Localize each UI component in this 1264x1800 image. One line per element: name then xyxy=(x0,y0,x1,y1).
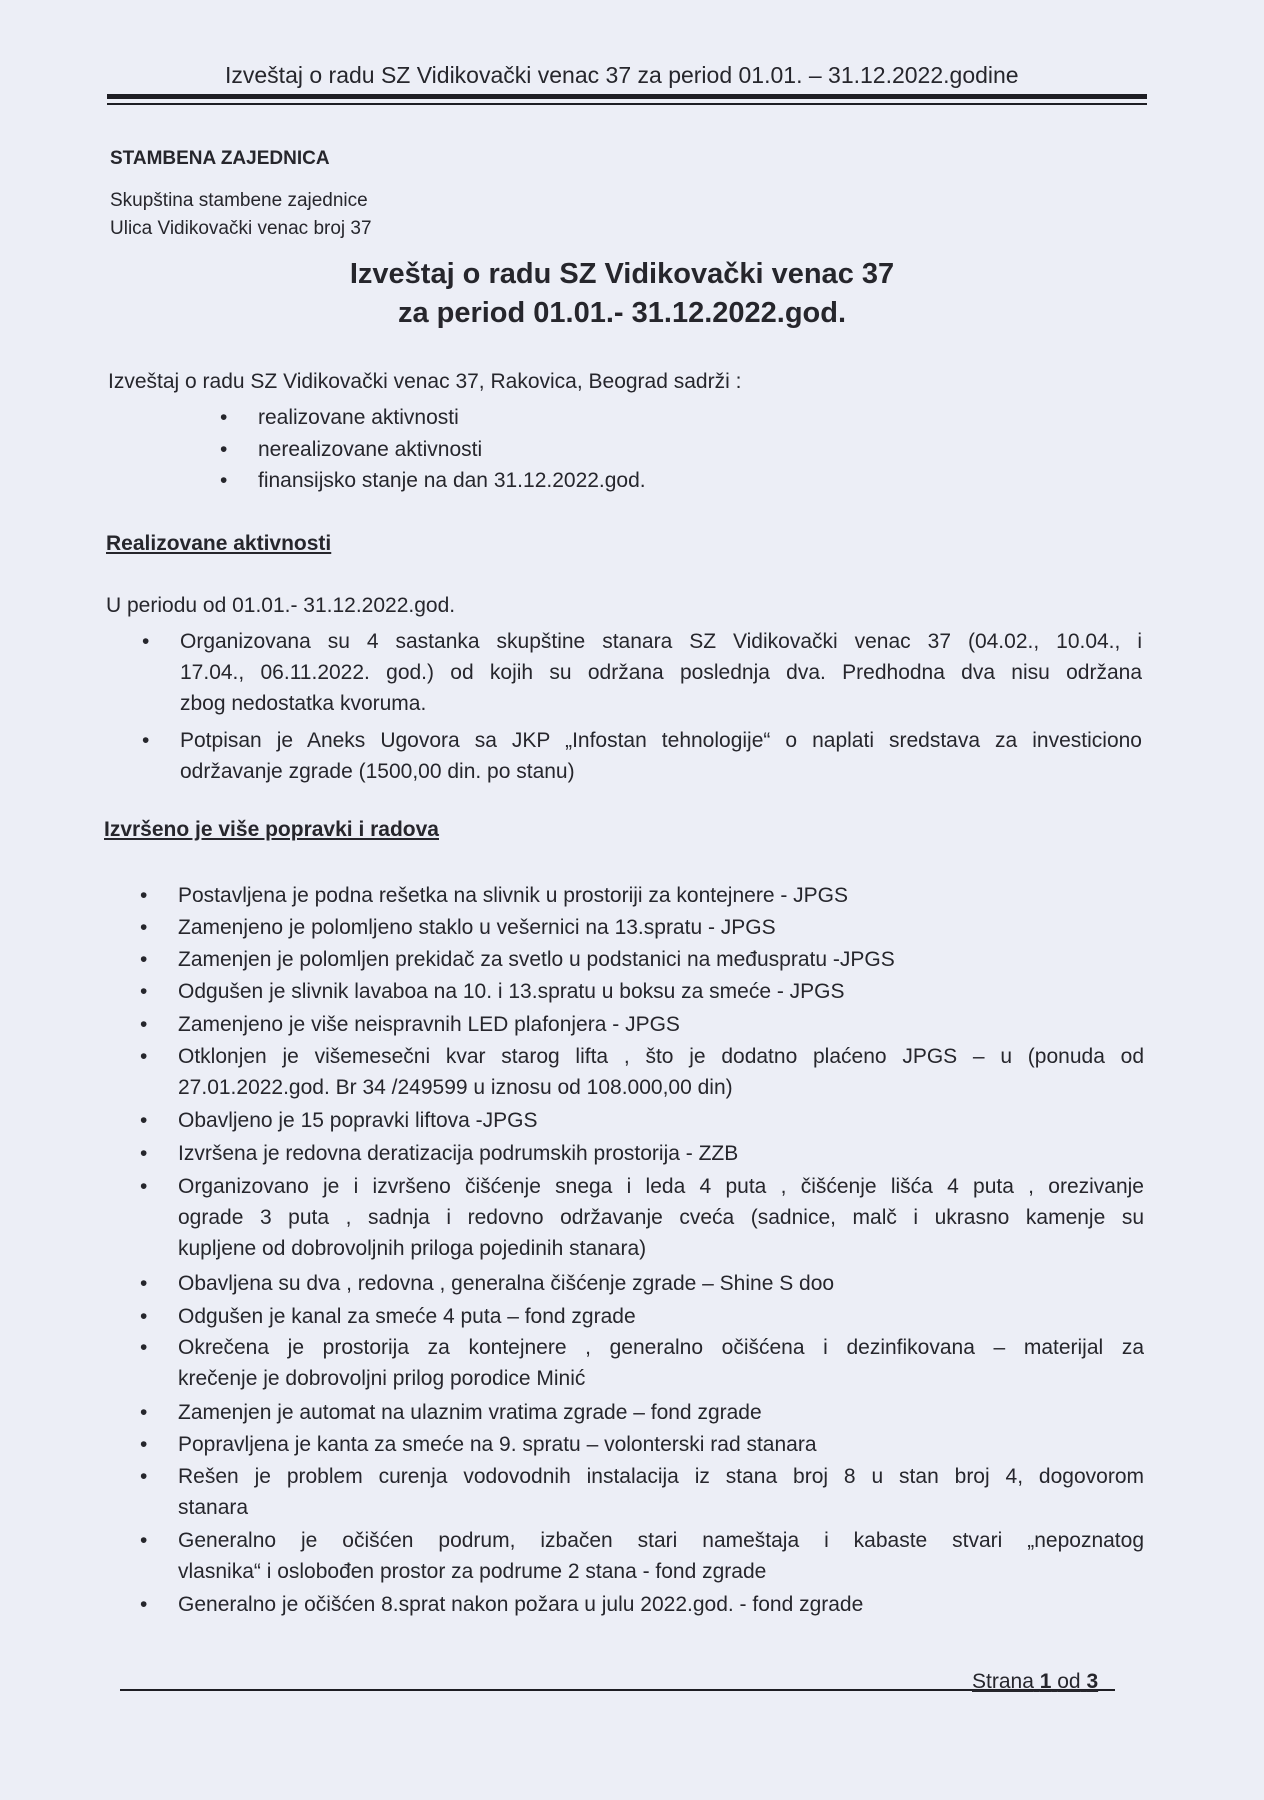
list-item xyxy=(140,1461,1144,1523)
header-rule xyxy=(107,94,1147,99)
running-header: Izveštaj o radu SZ Vidikovački venac 37 za period 01.01. – 31.12.2022.godine xyxy=(225,62,1019,88)
list-item xyxy=(142,626,1142,719)
page-current: 1 xyxy=(1039,1670,1052,1693)
document-subtitle: za period 01.01.- 31.12.2022.god. xyxy=(397,297,847,329)
list-item-line: Organizovana su 4 sastanka skupštine stanara SZ Vidikovački venac 37 (04.02., 10.04., i xyxy=(180,630,1142,653)
list-item xyxy=(140,912,776,943)
list-item-line: zbog nedostatka kvoruma. xyxy=(180,692,427,715)
bullet-icon: • xyxy=(142,630,150,653)
list-item-line: održavanje zgrade (1500,00 din. po stanu) xyxy=(180,760,575,783)
document-title: Izveštaj o radu SZ Vidikovački venac 37 xyxy=(349,258,895,290)
list-item xyxy=(140,1332,1144,1394)
list-item-line: Okrečena je prostorija za kontejnere , generalno očišćena i dezinfikovana – materijal za xyxy=(178,1336,1144,1359)
list-item-line: stanara xyxy=(178,1496,249,1519)
list-item xyxy=(142,725,1142,787)
list-item-line: kupljene od dobrovoljnih priloga pojedinih stanara) xyxy=(178,1237,647,1260)
list-item-line: Popravljena je kanta za smeće na 9. spratu – volonterski rad stanara xyxy=(178,1433,817,1456)
bullet-icon: • xyxy=(140,948,148,971)
list-item xyxy=(140,1171,1144,1264)
page-of: od xyxy=(1057,1670,1081,1693)
list-item-line: Zamenjen je automat na ulaznim vratima zgrade – fond zgrade xyxy=(178,1401,762,1424)
list-item xyxy=(140,1397,762,1428)
page-number xyxy=(972,1670,1098,1694)
bullet-icon: • xyxy=(140,1336,148,1359)
list-item-line: Zamenjeno je polomljeno staklo u vešernici na 13.spratu - JPGS xyxy=(178,916,776,939)
list-item-line: Obavljena su dva , redovna , generalna čišćenje zgrade – Shine S doo xyxy=(178,1272,835,1295)
list-item-line: Otklonjen je višemesečni kvar starog lifta , što je dodatno plaćeno JPGS – u (ponuda od xyxy=(178,1045,1144,1068)
organization-address: Ulica Vidikovački venac broj 37 xyxy=(110,218,372,239)
section-heading-repairs: Izvršeno je više popravki i radova xyxy=(104,818,439,841)
list-item-line: Zamenjen je polomljen prekidač za svetlo u podstanici na međuspratu -JPGS xyxy=(178,948,895,971)
bullet-icon: • xyxy=(140,980,148,1003)
footer-rule xyxy=(120,1689,1115,1691)
list-item xyxy=(140,1138,739,1169)
list-item xyxy=(140,1525,1144,1587)
bullet-icon: • xyxy=(140,1465,148,1488)
bullet-icon: • xyxy=(140,1109,148,1132)
bullet-icon: • xyxy=(140,1433,148,1456)
list-item-line: realizovane aktivnosti xyxy=(258,406,459,429)
list-item xyxy=(140,976,845,1007)
bullet-icon: • xyxy=(142,729,150,752)
section-heading-realized: Realizovane aktivnosti xyxy=(106,532,332,555)
list-item xyxy=(220,465,646,496)
list-item-line: 27.01.2022.god. Br 34 /249599 u iznosu od 108.000,00 din) xyxy=(178,1076,733,1099)
bullet-icon: • xyxy=(140,1529,148,1552)
list-item xyxy=(140,1301,636,1332)
list-item-line: Postavljena je podna rešetka na slivnik u prostoriji za kontejnere - JPGS xyxy=(178,884,849,907)
bullet-icon: • xyxy=(140,1175,148,1198)
list-item-line: vlasnika“ i oslobođen prostor za podrume 2 stana - fond zgrade xyxy=(178,1560,767,1583)
list-item xyxy=(140,1041,1144,1103)
bullet-icon: • xyxy=(220,406,228,429)
intro-paragraph: Izveštaj o radu SZ Vidikovački venac 37, Rakovica, Beograd sadrži : xyxy=(108,370,742,393)
list-item-line: Obavljeno je 15 popravki liftova -JPGS xyxy=(178,1109,538,1132)
period-line: U periodu od 01.01.- 31.12.2022.god. xyxy=(106,594,456,617)
page-label: Strana xyxy=(972,1670,1034,1693)
list-item xyxy=(140,1105,538,1136)
page-total: 3 xyxy=(1086,1670,1099,1693)
bullet-icon: • xyxy=(220,469,228,492)
list-item-line: Generalno je očišćen 8.sprat nakon požara u julu 2022.god. - fond zgrade xyxy=(178,1593,864,1616)
list-item-line: Generalno je očišćen podrum, izbačen stari nameštaja i kabaste stvari „nepoznatog xyxy=(178,1529,1144,1552)
list-item xyxy=(140,1268,835,1299)
list-item-line: Zamenjeno je više neispravnih LED plafonjera - JPGS xyxy=(178,1013,680,1036)
bullet-icon: • xyxy=(140,884,148,907)
list-item xyxy=(220,402,459,433)
organization-line: Skupština stambene zajednice xyxy=(110,190,368,211)
list-item-line: Odgušen je kanal za smeće 4 puta – fond zgrade xyxy=(178,1305,636,1328)
list-item-line: Potpisan je Aneks Ugovora sa JKP „Infostan tehnologije“ o naplati sredstava za investiciono xyxy=(180,729,1142,752)
list-item-line: krečenje je dobrovoljni prilog porodice Minić xyxy=(178,1367,586,1390)
bullet-icon: • xyxy=(140,1045,148,1068)
list-item xyxy=(140,1429,817,1460)
list-item-line: Izvršena je redovna deratizacija podrumskih prostorija - ZZB xyxy=(178,1142,739,1165)
list-item xyxy=(140,1589,864,1620)
list-item xyxy=(140,944,895,975)
bullet-icon: • xyxy=(140,1401,148,1424)
list-item-line: Organizovano je i izvršeno čišćenje snega i leda 4 puta , čišćenje lišća 4 puta , orezivanje xyxy=(178,1175,1144,1198)
list-item-line: Rešen je problem curenja vodovodnih instalacija iz stana broj 8 u stan broj 4, dogovorom xyxy=(178,1465,1144,1488)
bullet-icon: • xyxy=(140,1013,148,1036)
list-item-line: 17.04., 06.11.2022. god.) od kojih su održana poslednja dva. Predhodna dva nisu održana xyxy=(180,661,1142,684)
list-item-line: nerealizovane aktivnosti xyxy=(258,438,483,461)
list-item xyxy=(140,880,849,911)
organization-type: STAMBENA ZAJEDNICA xyxy=(110,148,330,169)
list-item-line: Odgušen je slivnik lavaboa na 10. i 13.spratu u boksu za smeće - JPGS xyxy=(178,980,845,1003)
bullet-icon: • xyxy=(140,1272,148,1295)
list-item xyxy=(140,1009,680,1040)
header-rule-thin xyxy=(107,103,1147,105)
bullet-icon: • xyxy=(140,1593,148,1616)
bullet-icon: • xyxy=(220,438,228,461)
bullet-icon: • xyxy=(140,916,148,939)
list-item xyxy=(220,434,483,465)
list-item-line: finansijsko stanje na dan 31.12.2022.god. xyxy=(258,469,646,492)
bullet-icon: • xyxy=(140,1142,148,1165)
bullet-icon: • xyxy=(140,1305,148,1328)
list-item-line: ograde 3 puta , sadnja i redovno održavanje cveća (sadnice, malč i ukrasno kamenje su xyxy=(178,1206,1144,1229)
